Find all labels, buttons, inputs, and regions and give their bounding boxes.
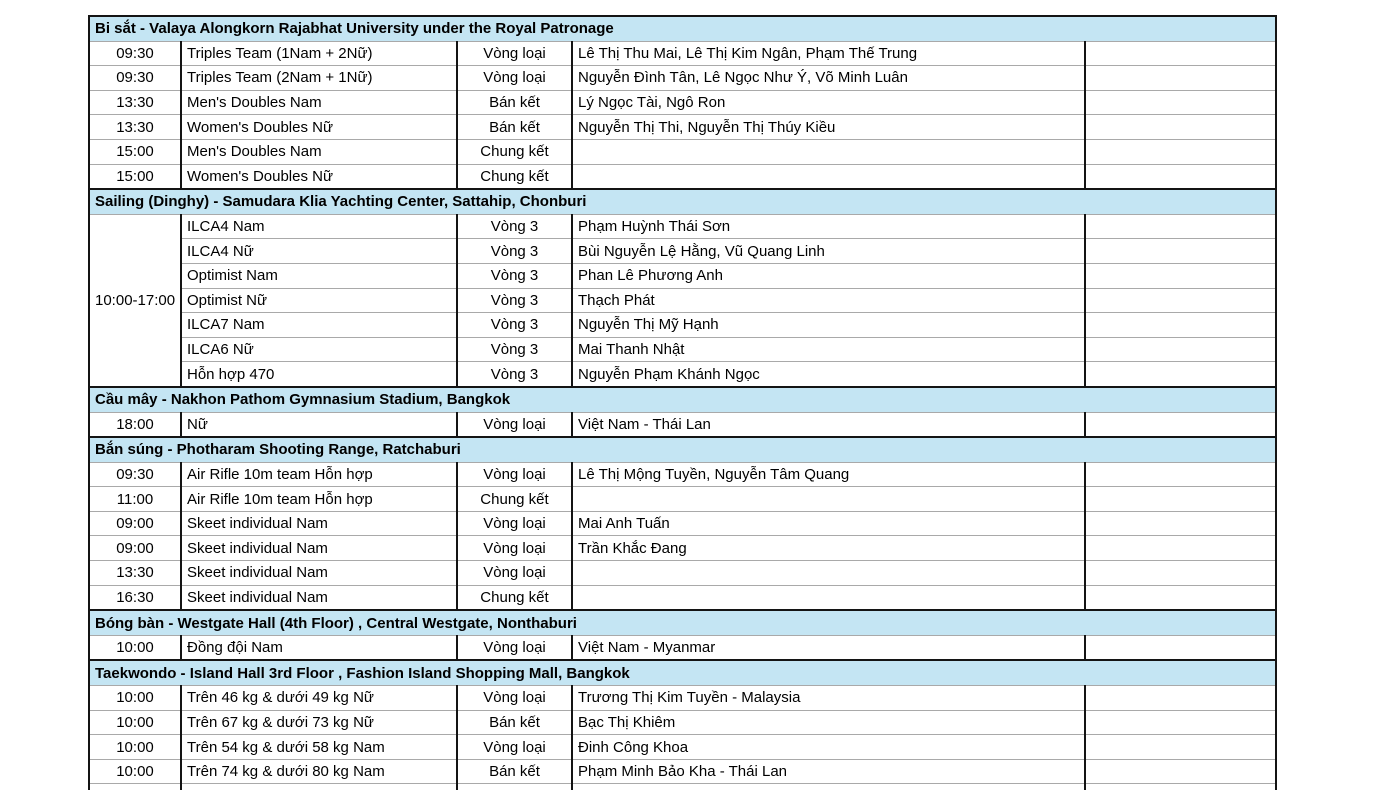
- round-cell: Vòng 3: [457, 263, 572, 288]
- section-header-title: Bóng bàn - Westgate Hall (4th Floor) , Central Westgate, Nonthaburi: [89, 610, 1276, 635]
- time-cell: 13:30: [89, 115, 181, 140]
- event-cell: Women's Doubles Nữ: [181, 164, 457, 189]
- table-row: [89, 511, 1276, 536]
- note-cell: [1085, 735, 1276, 760]
- table-row: [89, 462, 1276, 487]
- event-cell: Women's Doubles Nữ: [181, 115, 457, 140]
- table-row: [89, 412, 1276, 437]
- event-cell: ILCA7 Nam: [181, 313, 457, 338]
- event-cell: Air Rifle 10m team Hỗn hợp: [181, 487, 457, 512]
- section-header-title: Taekwondo - Island Hall 3rd Floor , Fashion Island Shopping Mall, Bangkok: [89, 660, 1276, 685]
- table-row: [89, 487, 1276, 512]
- round-cell: Vòng 3: [457, 239, 572, 264]
- round-cell: Vòng 3: [457, 313, 572, 338]
- schedule-table-body: [89, 16, 1276, 790]
- athletes-cell: [572, 164, 1085, 189]
- event-cell: Skeet individual Nam: [181, 511, 457, 536]
- round-cell: Bán kết: [457, 115, 572, 140]
- round-cell: Vòng 3: [457, 362, 572, 387]
- time-cell: 16:30: [89, 585, 181, 610]
- section-header-row: [89, 437, 1276, 462]
- time-cell: 18:00: [89, 412, 181, 437]
- event-cell: Nữ: [181, 412, 457, 437]
- event-cell: Triples Team (2Nam + 1Nữ): [181, 66, 457, 91]
- note-cell: [1085, 561, 1276, 586]
- note-cell: [1085, 462, 1276, 487]
- round-cell: Vòng 3: [457, 337, 572, 362]
- table-row: [89, 90, 1276, 115]
- round-cell: Vòng loại: [457, 462, 572, 487]
- event-cell: Men's Doubles Nam: [181, 90, 457, 115]
- athletes-cell: Bùi Nguyễn Lệ Hằng, Vũ Quang Linh: [572, 239, 1085, 264]
- cutoff-row: [89, 784, 1276, 791]
- round-cell: Chung kết: [457, 487, 572, 512]
- event-cell: ILCA6 Nữ: [181, 337, 457, 362]
- section-header-row: [89, 16, 1276, 41]
- table-row: [89, 41, 1276, 66]
- table-row: [89, 139, 1276, 164]
- time-cell: 10:00: [89, 710, 181, 735]
- event-cell: Đồng đội Nam: [181, 635, 457, 660]
- table-row: [89, 164, 1276, 189]
- note-cell: [1085, 239, 1276, 264]
- round-cell: Bán kết: [457, 90, 572, 115]
- round-cell: Bán kết: [457, 710, 572, 735]
- time-cell: 15:00: [89, 139, 181, 164]
- note-cell: [1085, 511, 1276, 536]
- round-cell: Chung kết: [457, 164, 572, 189]
- round-cell: Vòng loại: [457, 536, 572, 561]
- round-cell: Vòng loại: [457, 66, 572, 91]
- round-cell: Vòng loại: [457, 412, 572, 437]
- schedule-table: [88, 15, 1277, 790]
- schedule-sheet: [88, 15, 1277, 790]
- athletes-cell: Việt Nam - Myanmar: [572, 635, 1085, 660]
- note-cell: [1085, 66, 1276, 91]
- athletes-cell: Nguyễn Thị Mỹ Hạnh: [572, 313, 1085, 338]
- event-cell: ILCA4 Nữ: [181, 239, 457, 264]
- time-cell: 13:30: [89, 90, 181, 115]
- event-cell: Trên 54 kg & dưới 58 kg Nam: [181, 735, 457, 760]
- athletes-cell: [572, 561, 1085, 586]
- round-cell: Vòng loại: [457, 686, 572, 711]
- table-row: [89, 686, 1276, 711]
- athletes-cell: Bạc Thị Khiêm: [572, 710, 1085, 735]
- section-header-row: [89, 610, 1276, 635]
- table-row: [89, 263, 1276, 288]
- athletes-cell: Phạm Minh Bảo Kha - Thái Lan: [572, 759, 1085, 784]
- athletes-cell: Thạch Phát: [572, 288, 1085, 313]
- table-row: [89, 239, 1276, 264]
- time-cell-merged: 10:00-17:00: [89, 214, 181, 387]
- round-cell: Vòng loại: [457, 735, 572, 760]
- athletes-cell: [572, 139, 1085, 164]
- round-cell: Vòng loại: [457, 41, 572, 66]
- section-header-row: [89, 189, 1276, 214]
- cutoff-cell: [89, 784, 181, 791]
- time-cell: 10:00: [89, 759, 181, 784]
- event-cell: Optimist Nam: [181, 263, 457, 288]
- table-row: [89, 735, 1276, 760]
- event-cell: ILCA4 Nam: [181, 214, 457, 239]
- table-row: [89, 337, 1276, 362]
- athletes-cell: Mai Anh Tuấn: [572, 511, 1085, 536]
- time-cell: 13:30: [89, 561, 181, 586]
- athletes-cell: Nguyễn Đình Tân, Lê Ngọc Như Ý, Võ Minh Luân: [572, 66, 1085, 91]
- time-cell: 09:00: [89, 536, 181, 561]
- athletes-cell: Trương Thị Kim Tuyền - Malaysia: [572, 686, 1085, 711]
- table-row: [89, 585, 1276, 610]
- athletes-cell: Trần Khắc Đang: [572, 536, 1085, 561]
- note-cell: [1085, 686, 1276, 711]
- time-cell: 09:00: [89, 511, 181, 536]
- round-cell: Vòng loại: [457, 561, 572, 586]
- note-cell: [1085, 90, 1276, 115]
- time-cell: 10:00: [89, 635, 181, 660]
- time-cell: 09:30: [89, 66, 181, 91]
- round-cell: Chung kết: [457, 139, 572, 164]
- note-cell: [1085, 41, 1276, 66]
- note-cell: [1085, 288, 1276, 313]
- time-cell: 09:30: [89, 41, 181, 66]
- time-cell: 09:30: [89, 462, 181, 487]
- time-cell: 10:00: [89, 735, 181, 760]
- note-cell: [1085, 759, 1276, 784]
- event-cell: Skeet individual Nam: [181, 536, 457, 561]
- section-header-row: [89, 660, 1276, 685]
- time-cell: 10:00: [89, 686, 181, 711]
- cutoff-cell: [457, 784, 572, 791]
- table-row: [89, 759, 1276, 784]
- round-cell: Vòng 3: [457, 214, 572, 239]
- table-row: [89, 214, 1276, 239]
- event-cell: Skeet individual Nam: [181, 585, 457, 610]
- table-row: [89, 313, 1276, 338]
- athletes-cell: [572, 585, 1085, 610]
- table-row: [89, 710, 1276, 735]
- section-header-title: Cầu mây - Nakhon Pathom Gymnasium Stadium, Bangkok: [89, 387, 1276, 412]
- note-cell: [1085, 536, 1276, 561]
- section-header-row: [89, 387, 1276, 412]
- note-cell: [1085, 164, 1276, 189]
- event-cell: Triples Team (1Nam + 2Nữ): [181, 41, 457, 66]
- athletes-cell: Mai Thanh Nhật: [572, 337, 1085, 362]
- note-cell: [1085, 139, 1276, 164]
- note-cell: [1085, 362, 1276, 387]
- note-cell: [1085, 635, 1276, 660]
- athletes-cell: Lê Thị Thu Mai, Lê Thị Kim Ngân, Phạm Thế Trung: [572, 41, 1085, 66]
- event-cell: Air Rifle 10m team Hỗn hợp: [181, 462, 457, 487]
- table-row: [89, 288, 1276, 313]
- note-cell: [1085, 115, 1276, 140]
- table-row: [89, 635, 1276, 660]
- cutoff-cell: [181, 784, 457, 791]
- athletes-cell: Việt Nam - Thái Lan: [572, 412, 1085, 437]
- athletes-cell: Lý Ngọc Tài, Ngô Ron: [572, 90, 1085, 115]
- section-header-title: Bi sắt - Valaya Alongkorn Rajabhat University under the Royal Patronage: [89, 16, 1276, 41]
- note-cell: [1085, 710, 1276, 735]
- athletes-cell: Phan Lê Phương Anh: [572, 263, 1085, 288]
- round-cell: Vòng loại: [457, 635, 572, 660]
- note-cell: [1085, 313, 1276, 338]
- note-cell: [1085, 585, 1276, 610]
- note-cell: [1085, 487, 1276, 512]
- note-cell: [1085, 337, 1276, 362]
- athletes-cell: Phạm Huỳnh Thái Sơn: [572, 214, 1085, 239]
- table-row: [89, 66, 1276, 91]
- table-row: [89, 536, 1276, 561]
- round-cell: Vòng 3: [457, 288, 572, 313]
- event-cell: Optimist Nữ: [181, 288, 457, 313]
- event-cell: Skeet individual Nam: [181, 561, 457, 586]
- table-row: [89, 561, 1276, 586]
- time-cell: 11:00: [89, 487, 181, 512]
- note-cell: [1085, 412, 1276, 437]
- event-cell: Trên 46 kg & dưới 49 kg Nữ: [181, 686, 457, 711]
- round-cell: Bán kết: [457, 759, 572, 784]
- event-cell: Trên 67 kg & dưới 73 kg Nữ: [181, 710, 457, 735]
- time-cell: 15:00: [89, 164, 181, 189]
- athletes-cell: [572, 487, 1085, 512]
- athletes-cell: Lê Thị Mộng Tuyền, Nguyễn Tâm Quang: [572, 462, 1085, 487]
- table-row: [89, 115, 1276, 140]
- athletes-cell: Nguyễn Thị Thi, Nguyễn Thị Thúy Kiều: [572, 115, 1085, 140]
- cutoff-cell: [1085, 784, 1276, 791]
- event-cell: Trên 74 kg & dưới 80 kg Nam: [181, 759, 457, 784]
- cutoff-cell: [572, 784, 1085, 791]
- table-row: [89, 362, 1276, 387]
- event-cell: Men's Doubles Nam: [181, 139, 457, 164]
- note-cell: [1085, 263, 1276, 288]
- section-header-title: Sailing (Dinghy) - Samudara Klia Yachting Center, Sattahip, Chonburi: [89, 189, 1276, 214]
- round-cell: Chung kết: [457, 585, 572, 610]
- round-cell: Vòng loại: [457, 511, 572, 536]
- event-cell: Hỗn hợp 470: [181, 362, 457, 387]
- athletes-cell: Đinh Công Khoa: [572, 735, 1085, 760]
- section-header-title: Bắn súng - Photharam Shooting Range, Ratchaburi: [89, 437, 1276, 462]
- athletes-cell: Nguyễn Phạm Khánh Ngọc: [572, 362, 1085, 387]
- note-cell: [1085, 214, 1276, 239]
